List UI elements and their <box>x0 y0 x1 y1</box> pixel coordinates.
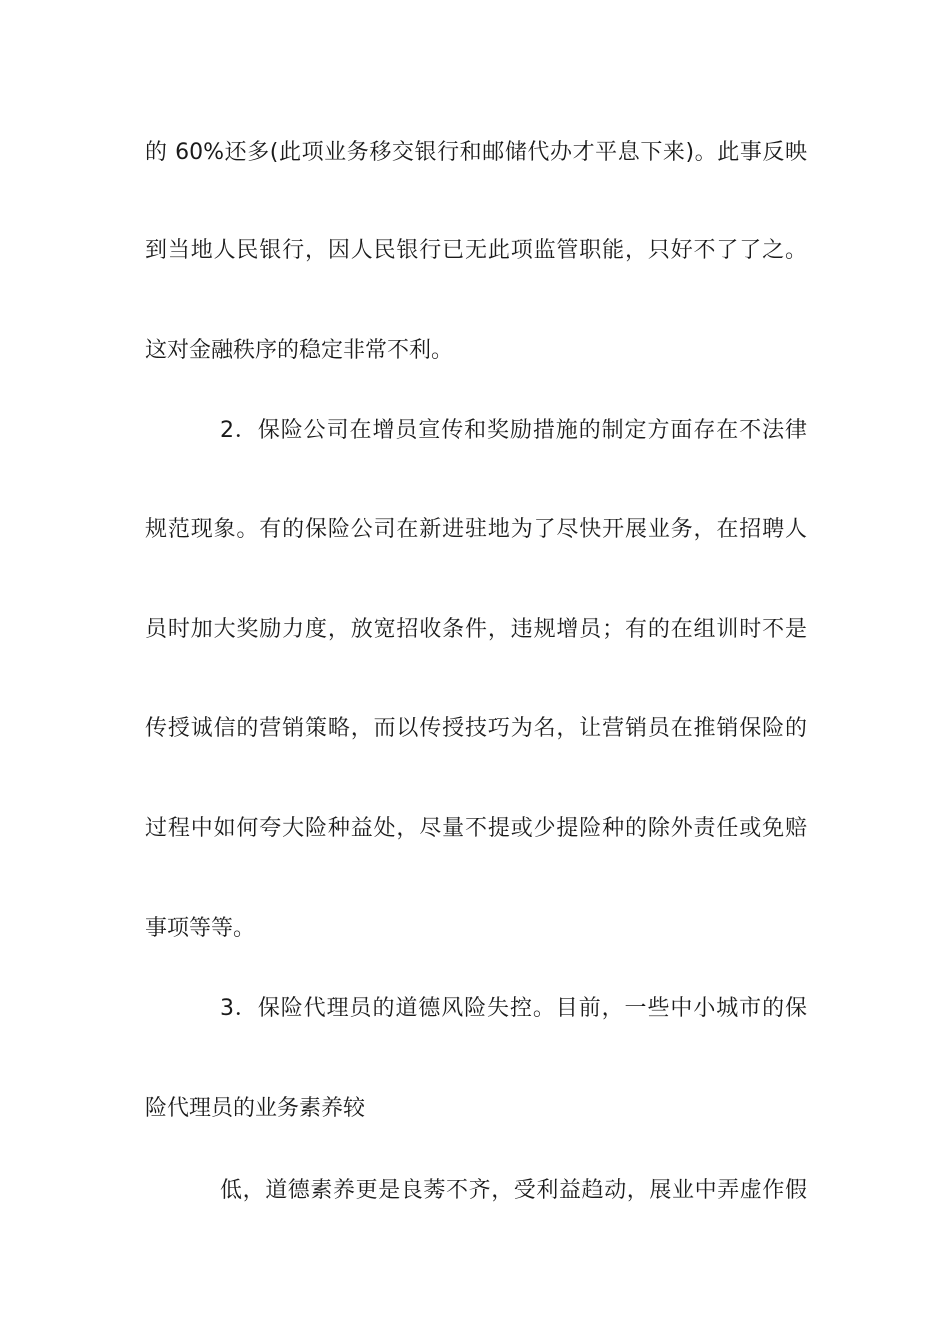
text-line: 过程中如何夸大险种益处，尽量不提或少提险种的除外责任或免赔 <box>145 816 807 841</box>
text-line: 事项等等。 <box>145 916 256 941</box>
text-line: 规范现象。有的保险公司在新进驻地为了尽快开展业务，在招聘人 <box>145 517 807 542</box>
paragraph-4-start: 低，道德素养更是良莠不齐，受利益趋动，展业中弄虚作假 <box>220 1178 807 1203</box>
text-line: 这对金融秩序的稳定非常不利。 <box>145 338 454 363</box>
text-line: 到当地人民银行，因人民银行已无此项监管职能，只好不了了之。 <box>145 238 807 263</box>
text-line: 险代理员的业务素养较 <box>145 1096 366 1121</box>
text-line: 的 60%还多(此项业务移交银行和邮储代办才平息下来)。此事反映 <box>145 140 807 165</box>
text-line: 传授诚信的营销策略，而以传授技巧为名，让营销员在推销保险的 <box>145 716 807 741</box>
paragraph-2-start: 2．保险公司在增员宣传和奖励措施的制定方面存在不法律 <box>220 418 807 443</box>
text-line: 员时加大奖励力度，放宽招收条件，违规增员；有的在组训时不是 <box>145 617 807 642</box>
paragraph-3-start: 3．保险代理员的道德风险失控。目前，一些中小城市的保 <box>220 996 807 1021</box>
